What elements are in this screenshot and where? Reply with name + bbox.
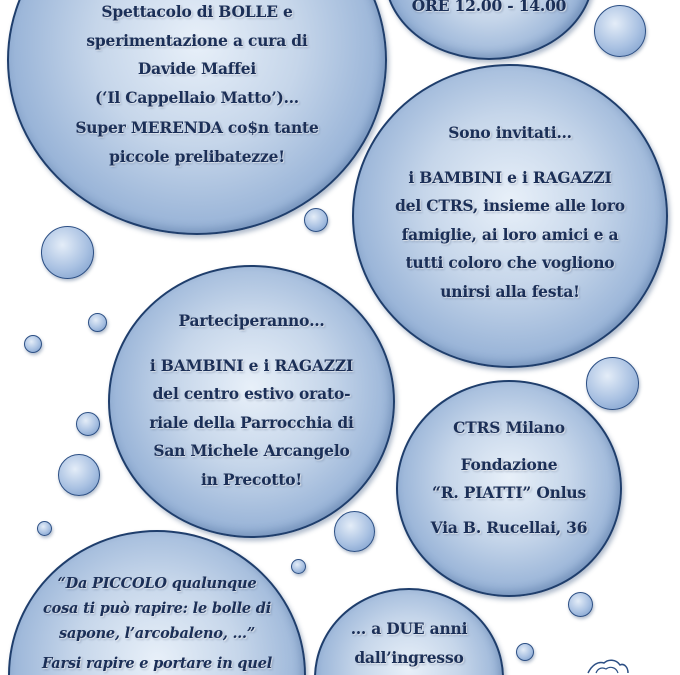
ctrs-text xyxy=(396,414,622,542)
invited-line: del CTRS, insieme alle loro xyxy=(395,196,625,215)
participants-text xyxy=(108,307,395,494)
quote-line: “Da PICCOLO qualunque xyxy=(57,575,257,592)
distance-line: … a DUE anni xyxy=(350,619,468,638)
show-line: (‘Il Cappellaio Matto’)… xyxy=(95,87,299,107)
participants-line: San Michele Arcangelo xyxy=(153,441,350,460)
invited-line: Sono invitati… xyxy=(448,123,572,142)
small-bubble xyxy=(41,226,94,279)
participants-line: riale della Parrocchia di xyxy=(149,412,354,432)
small-bubble xyxy=(24,335,42,353)
participants-line: i BAMBINI e i RAGAZZI xyxy=(149,355,354,375)
quote-text xyxy=(8,571,306,675)
participants-line: Parteciperanno… xyxy=(178,311,325,330)
distance-line: dall’ingresso xyxy=(354,647,464,667)
time-text xyxy=(384,0,594,21)
small-bubble xyxy=(58,454,100,496)
invited-line: tutti coloro che vogliono xyxy=(405,253,615,272)
invited-text xyxy=(352,119,668,306)
small-bubble xyxy=(76,412,100,436)
show-line: Davide Maffei xyxy=(137,59,257,78)
small-bubble xyxy=(304,208,328,232)
participants-line: in Precotto! xyxy=(200,469,303,489)
invited-line: i BAMBINI e i RAGAZZI xyxy=(408,167,612,187)
ctrs-line: “R. PIATTI” Onlus xyxy=(431,483,586,502)
small-bubble xyxy=(568,592,593,617)
ctrs-line: Fondazione xyxy=(460,454,558,474)
small-bubble xyxy=(594,5,646,57)
show-line: sperimentazione a cura di xyxy=(86,30,308,50)
quote-line: cosa ti può rapire: le bolle di xyxy=(42,600,272,617)
participants-line: del centro estivo orato- xyxy=(152,384,351,403)
small-bubble xyxy=(516,643,534,661)
distance-text xyxy=(314,615,504,672)
show-line: Super MERENDA co$n tante xyxy=(75,118,319,137)
show-line: piccole prelibatezze! xyxy=(109,146,285,166)
small-bubble xyxy=(88,313,107,332)
invited-line: famiglie, ai loro amici e a xyxy=(401,224,619,244)
quote-line: sapone, l’arcobaleno, …” xyxy=(59,625,255,642)
show-line: Spettacolo di BOLLE e xyxy=(101,2,293,21)
time-line: ORE 12.00 - 14.00 xyxy=(411,0,567,15)
ctrs-line: CTRS Milano xyxy=(453,418,565,437)
quote-line: Farsi rapire e portare in quel xyxy=(41,655,273,672)
small-bubble xyxy=(334,511,375,552)
small-bubble xyxy=(37,521,52,536)
small-bubble xyxy=(586,357,639,410)
ctrs-line: Via B. Rucellai, 36 xyxy=(430,517,588,537)
show-text xyxy=(7,0,387,171)
invited-line: unirsi alla festa! xyxy=(440,281,580,301)
logo-icon xyxy=(586,655,630,675)
